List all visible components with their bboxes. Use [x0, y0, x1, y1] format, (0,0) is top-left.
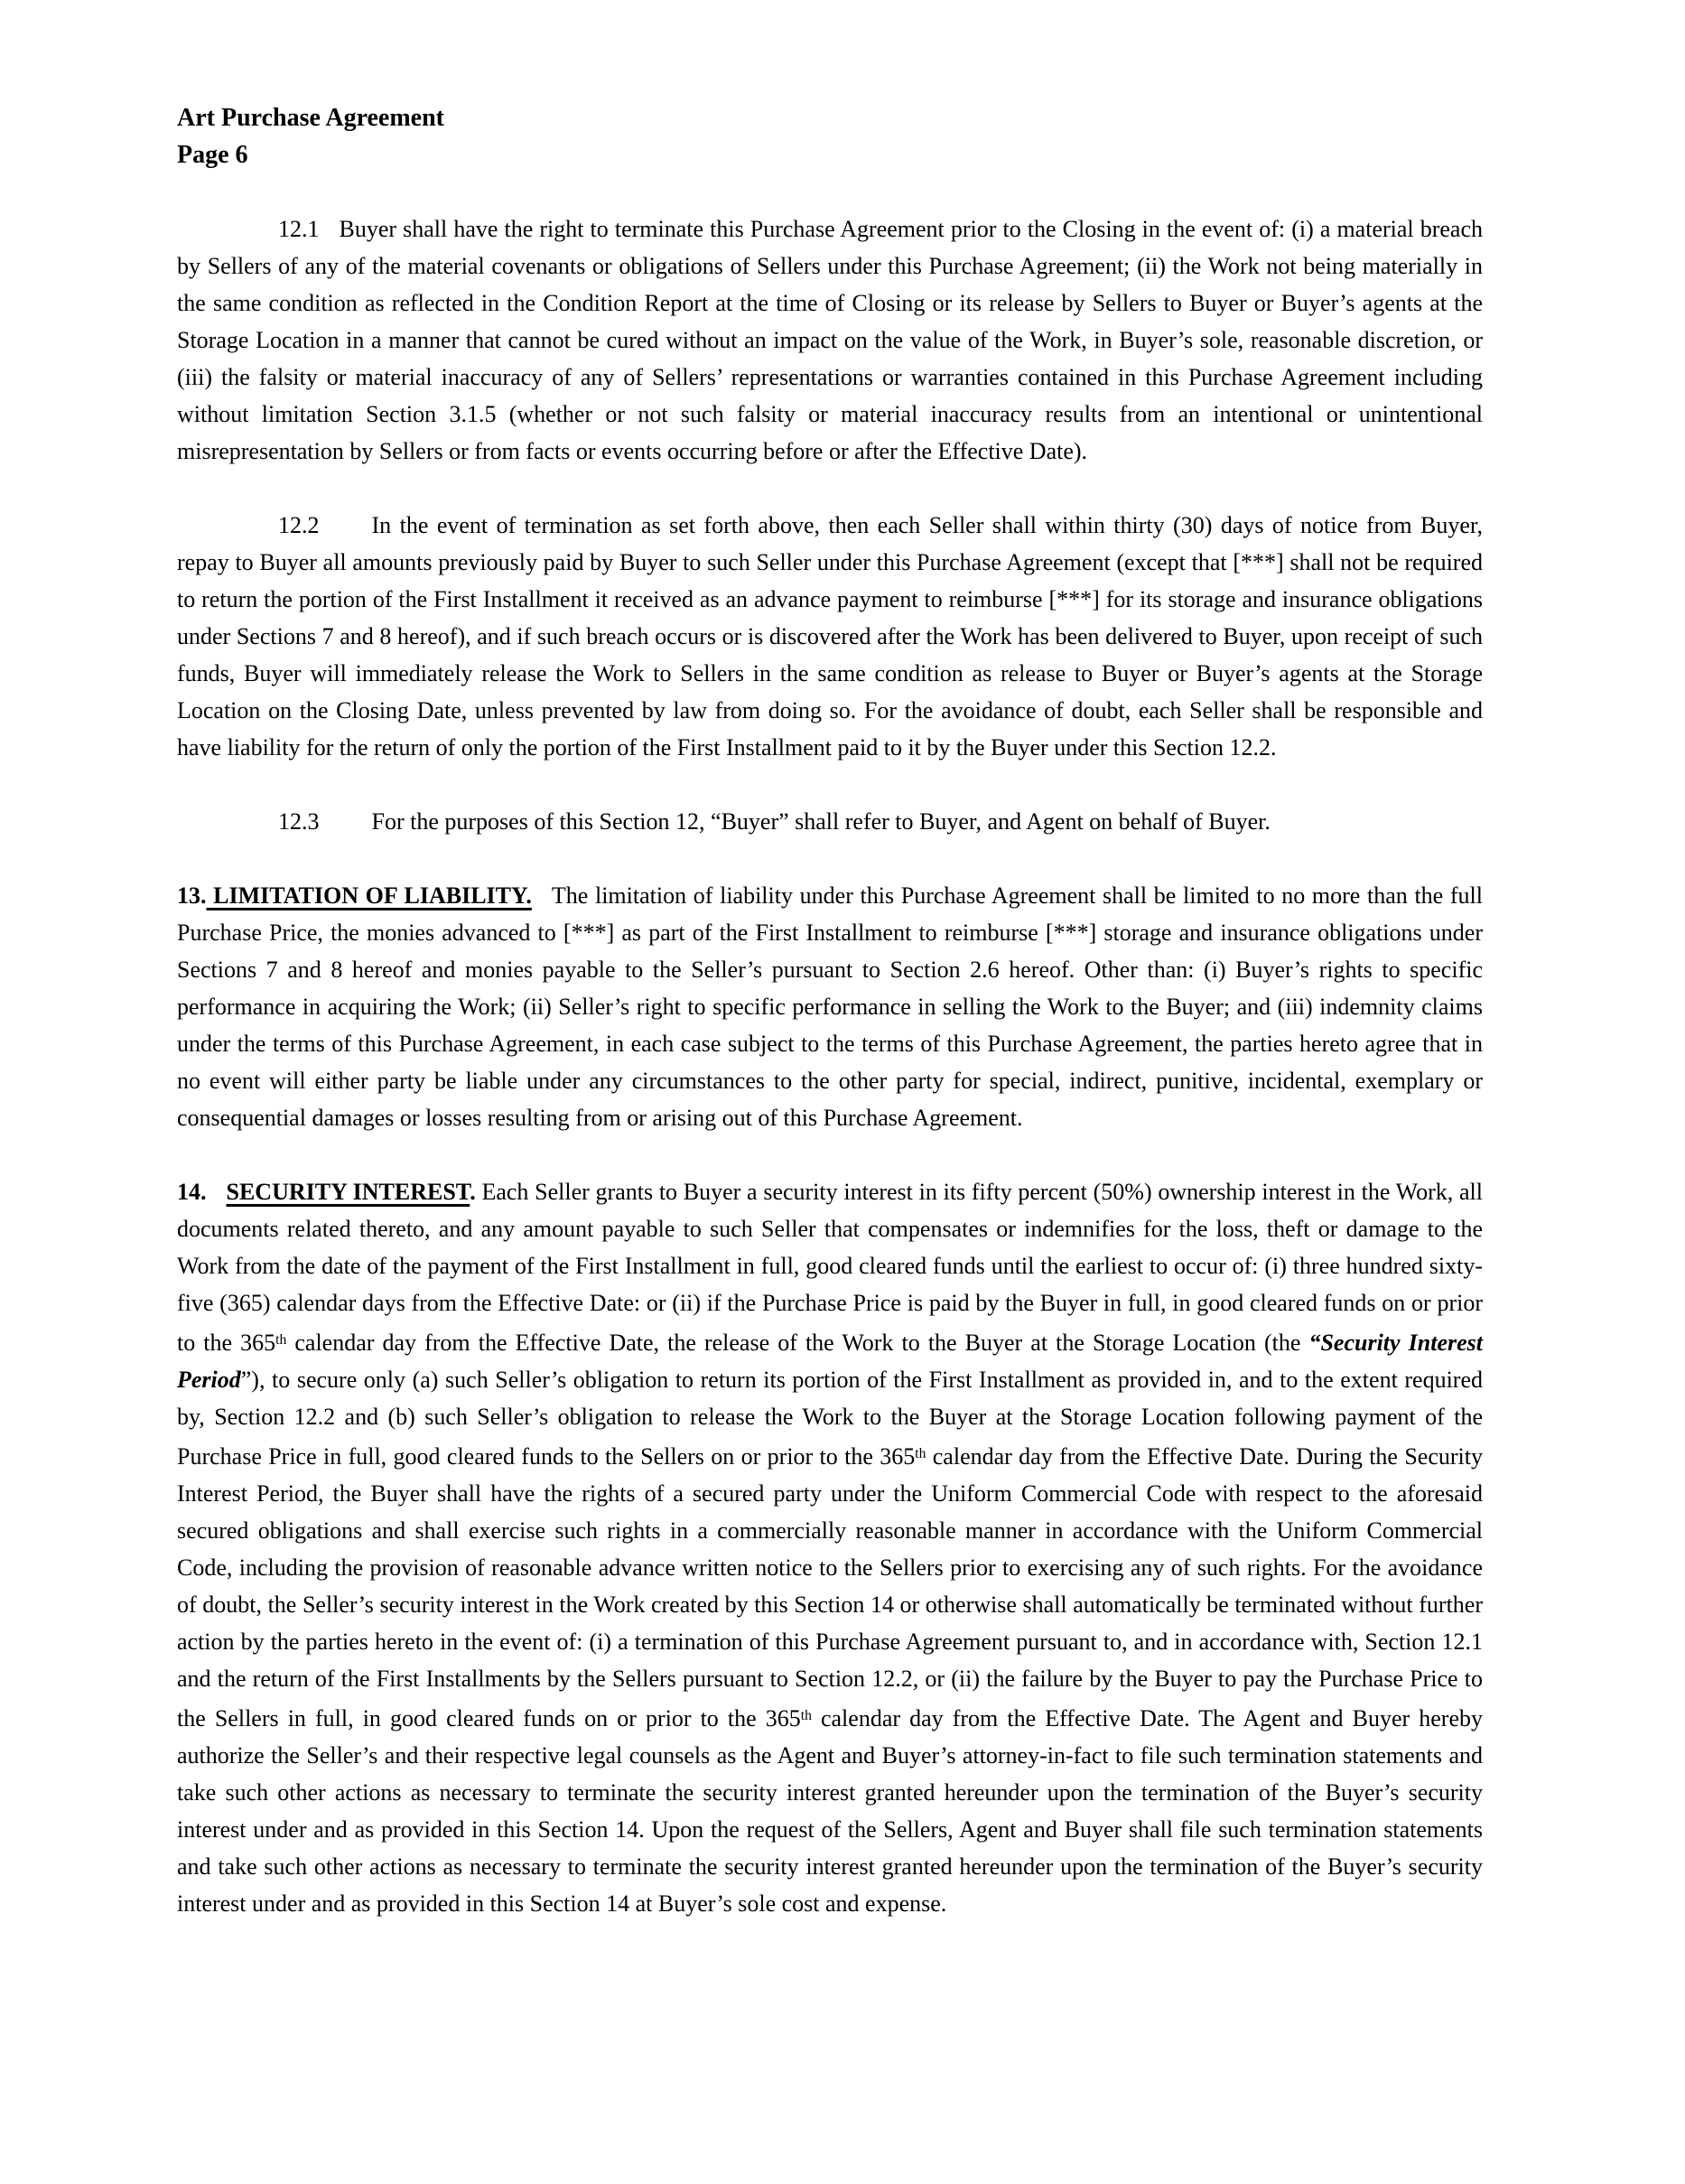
paragraph-12-1 [177, 210, 1483, 470]
text-run: SECURITY INTEREST [226, 1179, 470, 1205]
text-run: 12.2 [278, 512, 320, 538]
page-number: Page 6 [177, 141, 248, 169]
text-run: 12.1 [278, 216, 320, 242]
text-run: 14. [177, 1179, 207, 1205]
text-run: For the purposes of this Section 12, “Buyer” shall refer to Buyer, and Agent on behalf of Buyer. [371, 808, 1271, 835]
text-run: 13. [177, 882, 207, 909]
text-run: th [915, 1446, 926, 1462]
paragraph-12-2 [177, 507, 1483, 766]
text-run: Buyer shall have the right to terminate this Purchase Agreement prior to the Closing in the event of: (i) a material breach by Sellers of any of the material covenants or obligations of Sellers under this Purchase Agreement; (ii) the Work not being materially in the same condition as reflected in the Condition Report at the time of Closing or its release by Sellers to Buyer or Buyer’s agents at the Storage Location in a manner that cannot be cured without an impact on the value of the Work, in Buyer’s sole, reasonable discretion, or (iii) the falsity or material inaccuracy of any of Sellers’ representations or warranties contained in this Purchase Agreement including without limitation Section 3.1.5 (whether or not such falsity or material inaccuracy results from an intentional or unintentional misrepresentation by Sellers or from facts or events occurring before or after the Effective Date). [177, 216, 1483, 464]
section-13-limitation-of-liability [177, 877, 1483, 1136]
text-run: Each Seller grants to Buyer a security interest in its fifty percent (50%) ownership interest in the Work, all documents related thereto, and any amount payable to such Seller that compensates or indemnifies for the loss, theft or damage to the Work from the date of the payment of the First Installment in full, good cleared funds until the earliest to occur of: (i) three hundred sixty-five (365) calendar days from the Effective Date: or (ii) if the Purchase Price is paid by the Buyer in full, in good cleared funds on or prior to the 365 [177, 1179, 1483, 1357]
text-run: th [800, 1708, 812, 1724]
text-run: calendar day from the Effective Date, the release of the Work to the Buyer at the Storage Location (the [286, 1330, 1309, 1357]
document-header [177, 99, 1483, 173]
page-title: Art Purchase Agreement [177, 104, 444, 132]
text-run: In the event of termination as set forth above, then each Seller shall within thirty (30) days of notice from Buyer, repay to Buyer all amounts previously paid by Buyer to such Seller under this Purchase Agreement (except that [***] shall not be required to return the portion of the First Installment it received as an advance payment to reimburse [***] for its storage and insurance obligations under Sections 7 and 8 hereof), and if such breach occurs or is discovered after the Work has been delivered to Buyer, upon receipt of such funds, Buyer will immediately release the Work to Sellers in the same condition as release to Buyer or Buyer’s agents at the Storage Location on the Closing Date, unless prevented by law from doing so. For the avoidance of doubt, each Seller shall be responsible and have liability for the return of only the portion of the First Installment paid to it by the Buyer under this Section 12.2. [177, 512, 1483, 761]
text-run: th [275, 1332, 287, 1348]
text-run: calendar day from the Effective Date. The Agent and Buyer hereby authorize the Seller’s and their respective legal counsels as the Agent and Buyer’s attorney-in-fact to file such termination statements and take such other actions as necessary to terminate the security interest granted hereunder upon the termination of the Buyer’s security interest under and as provided in this Section 14. Upon the request of the Sellers, Agent and Buyer shall file such termination statements and take such other actions as necessary to terminate the security interest granted hereunder upon the termination of the Buyer’s security interest under and as provided in this Section 14 at Buyer’s sole cost and expense. [177, 1705, 1484, 1918]
paragraph-12-3 [177, 803, 1483, 840]
text-run: calendar day from the Effective Date. During the Security Interest Period, the Buyer shall have the rights of a secured party under the Uniform Commercial Code with respect to the aforesaid secured obligations and shall exercise such rights in a commercially reasonable manner in accordance with the Uniform Commercial Code, including the provision of reasonable advance written notice to the Sellers prior to exercising any of such rights. For the avoidance of doubt, the Seller’s security interest in the Work created by this Section 14 or otherwise shall automatically be terminated without further action by the parties hereto in the event of: (i) a termination of this Purchase Agreement pursuant to, and in accordance with, Section 12.1 and the return of the First Installments by the Sellers pursuant to Section 12.2, or (ii) the failure by the Buyer to pay the Purchase Price to the Sellers in full, in good cleared funds on or prior to the 365 [177, 1443, 1483, 1732]
text-run: “Security Interest Period [177, 1330, 1483, 1394]
text-run: The limitation of liability under this Purchase Agreement shall be limited to no more than the full Purchase Price, the monies advanced to [***] as part of the First Installment to reimburse [***] storage and insurance obligations under Sections 7 and 8 hereof and monies payable to the Seller’s pursuant to Section 2.6 hereof. Other than: (i) Buyer’s rights to specific performance in acquiring the Work; (ii) Seller’s right to specific performance in selling the Work to the Buyer; and (iii) indemnity claims under the terms of this Purchase Agreement, in each case subject to the terms of this Purchase Agreement, the parties hereto agree that in no event will either party be liable under any circumstances to the other party for special, indirect, punitive, incidental, exemplary or consequential damages or losses resulting from or arising out of this Purchase Agreement. [177, 882, 1483, 1131]
text-run: ”), to secure only (a) such Seller’s obligation to return its portion of the First Installment as provided in, and to the extent required by, Section 12.2 and (b) such Seller’s obligation to release the Work to the Buyer at the Storage Location following payment of the Purchase Price in full, good cleared funds to the Sellers on or prior to the 365 [177, 1367, 1483, 1470]
document-page [177, 99, 1483, 1959]
text-run: 12.3 [278, 808, 320, 835]
text-run: . [470, 1179, 476, 1205]
section-14-security-interest [177, 1173, 1483, 1922]
text-run: LIMITATION OF LIABILITY. [206, 882, 532, 909]
